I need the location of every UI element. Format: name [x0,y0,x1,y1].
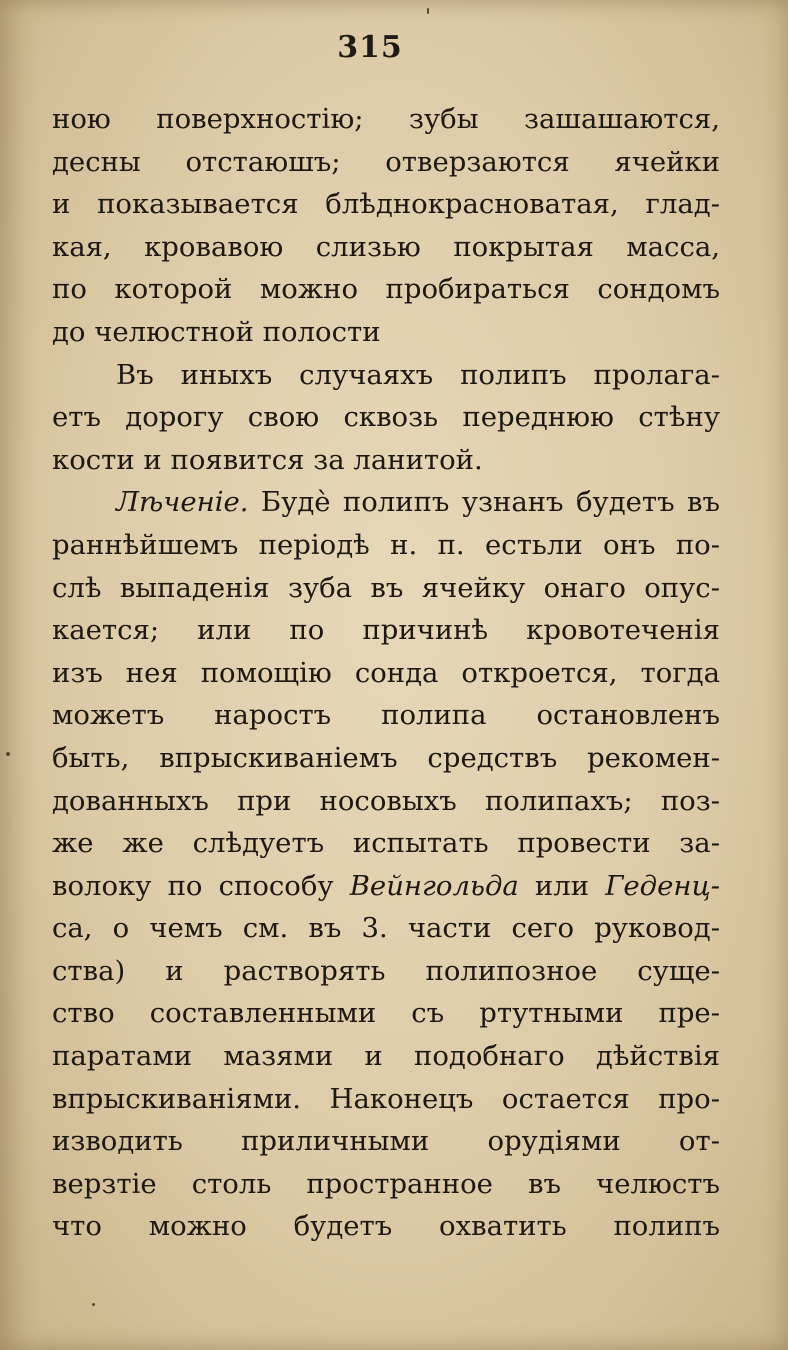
text-line: можетъ наростъ полипа остановленъ [52,699,720,732]
text-fragment: Будѐ полипъ узнанъ будетъ въ [248,486,720,519]
text-line-with-names [52,865,720,908]
text-line: слѣ выпаденія зуба въ ячейку онаго опус- [52,571,720,604]
text-line: и показывается блѣднокрасноватая, глад- [52,188,720,221]
paragraph-start-line: Въ иныхъ случаяхъ полипъ пролага- [116,358,720,391]
text-line: кая, кровавою слизью покрытая масса, [52,230,720,263]
text-line: раннѣйшемъ періодѣ н. п. естьли онъ по- [52,528,720,561]
text-line: изводить приличными орудіями от- [52,1125,720,1158]
text-line: кается; или по причинѣ кровотеченія [52,614,720,647]
text-line: верзтіе столь пространное въ челюстъ [52,1167,720,1200]
paper-speck [427,8,429,14]
text-line: са, о чемъ см. въ 3. части сего руковод- [52,912,720,945]
page-text [52,98,720,1248]
text-line: десны отстаюшъ; отверзаются ячейки [52,145,720,178]
page-number: 315 [337,30,403,65]
text-line: же же слѣдуетъ испытать провести за- [52,827,720,860]
paper-speck [6,752,10,756]
text-fragment: или [518,869,606,902]
text-line: впрыскиваніями. Наконецъ остается про- [52,1082,720,1115]
text-line: дованныхъ при носовыхъ полипахъ; поз- [52,784,720,817]
author-name: Геденц- [605,869,720,902]
author-name: Вейнгольда [349,869,519,902]
text-line: етъ дорогу свою сквозь переднюю стѣну [52,401,720,434]
text-line: быть, впрыскиваніемъ средствъ рекомен- [52,741,720,774]
text-fragment: волоку по способу [52,869,350,902]
treatment-heading-line [52,481,720,524]
text-line: что можно будетъ охватить полипъ [52,1210,720,1243]
text-line: до челюстной полости [52,315,381,348]
treatment-heading: Лѣченіе. [116,486,249,519]
paper-speck [92,1303,95,1306]
text-line: по которой можно пробираться сондомъ [52,273,720,306]
text-line: ство составленными съ ртутными пре- [52,997,720,1030]
text-line: паратами мазями и подобнаго дѣйствія [52,1040,720,1073]
text-line: ною поверхностію; зубы зашашаются, [52,103,720,135]
text-line: ства) и растворять полипозное суще- [52,954,720,987]
text-line: кости и появится за ланитой. [52,443,483,476]
text-line: изъ нея помощію сонда откроется, тогда [52,656,720,689]
